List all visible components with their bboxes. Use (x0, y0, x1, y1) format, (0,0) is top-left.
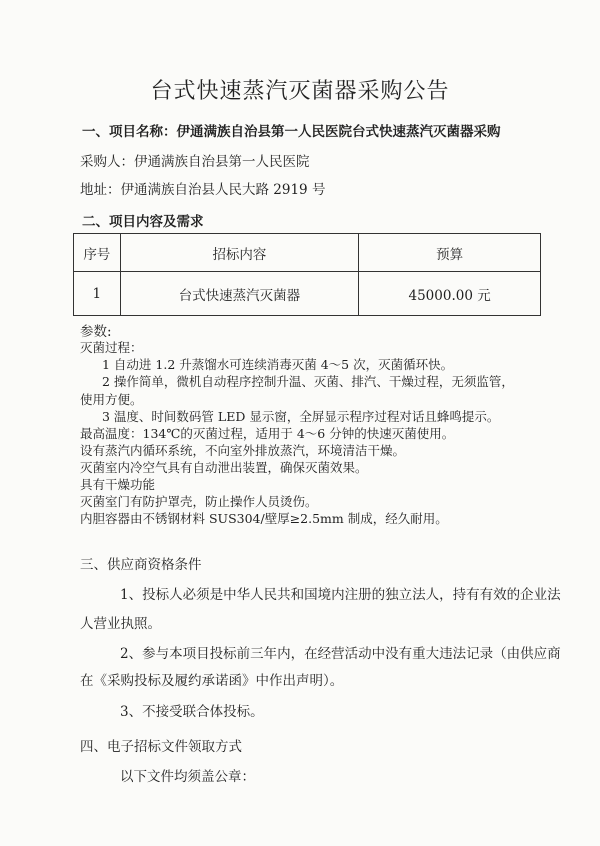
qualification-item: 2、参与本项目投标前三年内，在经营活动中没有重大违法记录（由供应商 (120, 646, 561, 662)
qualification-item: 在《采购投标及履约承诺函》中作出声明）。 (80, 673, 344, 689)
table-header-cell: 招标内容 (120, 234, 359, 272)
section4-note: 以下文件均须盖公章： (120, 769, 255, 785)
project-name: 一、项目名称：伊通满族自治县第一人民医院台式快速蒸汽灭菌器采购 (82, 124, 501, 140)
param-line: 灭菌室门有防护罩壳，防止操作人员烫伤。 (80, 494, 318, 509)
qualification-item: 人营业执照。 (80, 616, 161, 632)
table-cell: 1 (74, 272, 121, 316)
table-cell: 台式快速蒸汽灭菌器 (120, 272, 359, 316)
param-line: 灭菌过程： (80, 340, 143, 355)
param-line: 具有干燥功能 (80, 477, 156, 492)
table-row (74, 272, 541, 316)
param-line: 3 温度、时间数码管 LED 显示窗，全屏显示程序过程对话且蜂鸣提示。 (102, 409, 500, 424)
section2-heading: 二、项目内容及需求 (82, 214, 204, 230)
bid-table (73, 233, 541, 316)
param-line: 最高温度：134℃的灭菌过程，适用于 4～6 分钟的快速灭菌使用。 (80, 426, 455, 441)
param-line: 内胆容器由不锈钢材料 SUS304/壁厚≥2.5mm 制成，经久耐用。 (80, 511, 448, 526)
document-title: 台式快速蒸汽灭菌器采购公告 (150, 79, 450, 104)
address: 地址：伊通满族自治县人民大路 2919 号 (80, 182, 326, 198)
param-line: 设有蒸汽内循环系统，不向室外排放蒸汽，环境清洁干燥。 (80, 443, 406, 458)
param-line: 1 自动进 1.2 升蒸馏水可连续消毒灭菌 4～5 次，灭菌循环快。 (102, 357, 454, 372)
param-line: 使用方便。 (80, 392, 143, 407)
purchaser: 采购人：伊通满族自治县第一人民医院 (80, 154, 310, 170)
param-line: 2 操作简单，微机自动程序控制升温、灭菌、排汽、干燥过程，无须监管， (102, 374, 514, 389)
qualification-item: 3、不接受联合体投标。 (120, 704, 264, 720)
qualification-item: 1、投标人必须是中华人民共和国境内注册的独立法人，持有有效的企业法 (120, 587, 561, 603)
section3-heading: 三、供应商资格条件 (80, 557, 202, 573)
table-cell: 45000.00 元 (359, 272, 541, 316)
table-header-cell: 序号 (74, 234, 121, 272)
table-header-cell: 预算 (359, 234, 541, 272)
params-label: 参数: (80, 324, 112, 340)
param-line: 灭菌室内冷空气具有自动泄出装置，确保灭菌效果。 (80, 460, 368, 475)
table-header-row (74, 234, 541, 272)
section4-heading: 四、电子招标文件领取方式 (80, 739, 242, 755)
